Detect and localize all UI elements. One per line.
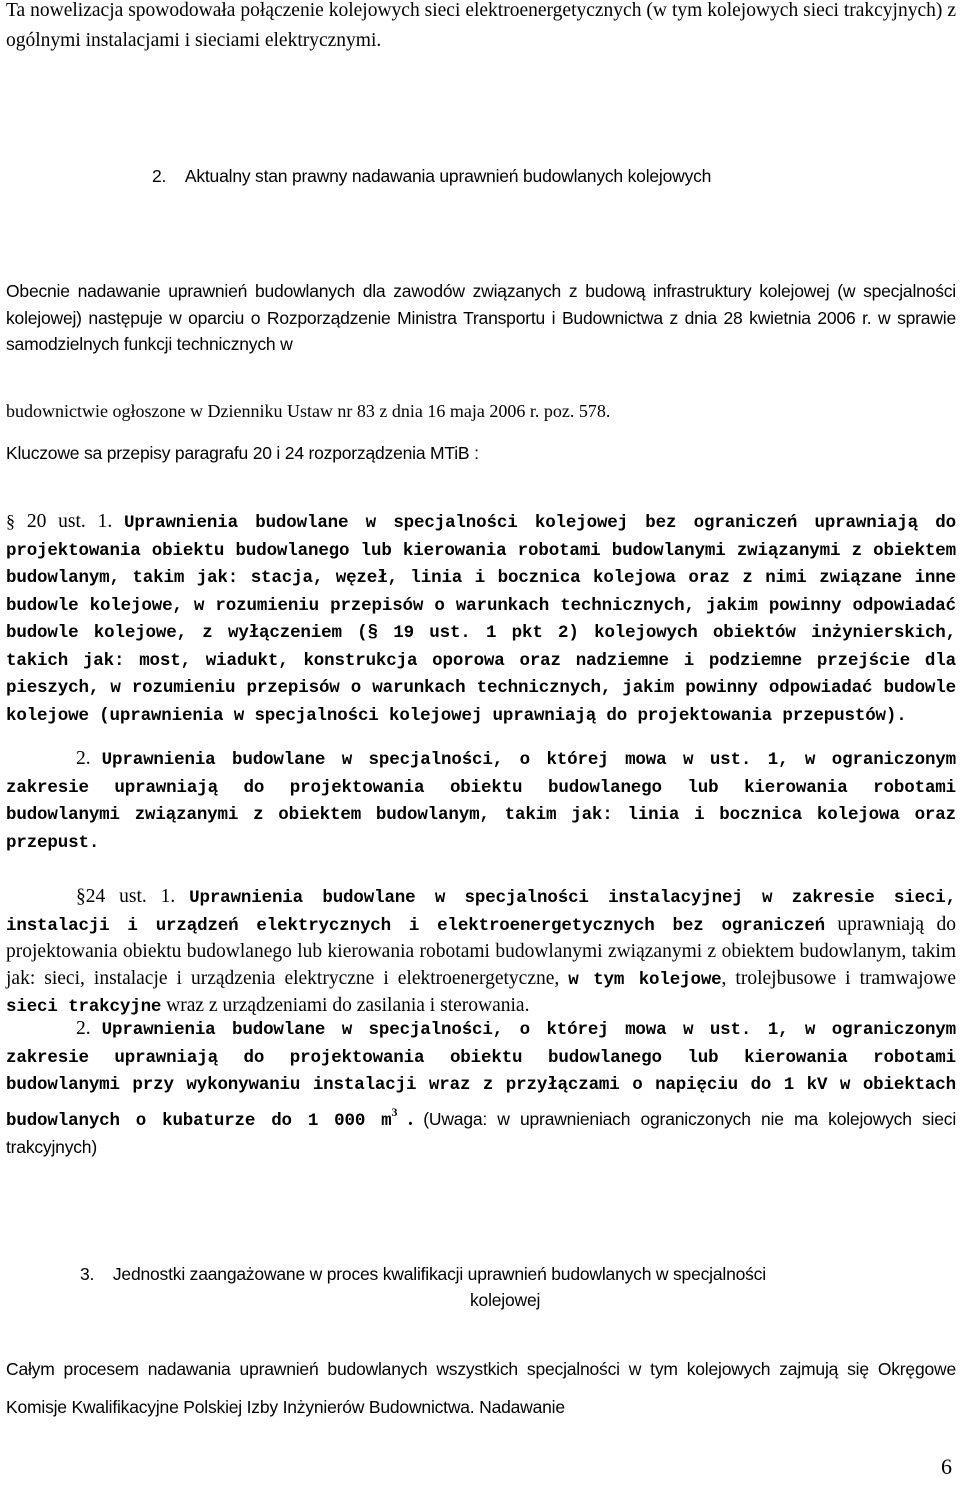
paragraph-24-sign: §: [76, 886, 86, 907]
paragraph-20-item-2-text: Uprawnienia budowlane w specjalności, o której mowa w ust. 1, w ograniczonym zakresie uprawniają do projektowania obiektu budowlanego lub kierowania robotami budowlanymi związanymi z obiektem budowlanym, takim jak: linia i bocznica kolejowa oraz przepust.: [6, 750, 957, 853]
key-regulations-line: Kluczowe sa przepisy paragrafu 20 i 24 rozporządzenia MTiB :: [6, 443, 479, 463]
section-2-paragraph-serif: budownictwie ogłoszone w Dzienniku Ustaw nr 83 z dnia 16 maja 2006 r. poz. 578.: [6, 401, 611, 421]
paragraph-24: [6, 884, 956, 1021]
paragraph-24-bold-2: w tym kolejowe: [568, 969, 722, 990]
paragraph-20-item-2-number: 2.: [76, 748, 102, 769]
paragraph-20-sign-2: §: [367, 623, 378, 643]
paragraph-24-item-2-text: Uprawnienia budowlane w specjalności, o której mowa w ust. 1, w ograniczonym zakresie uprawniają do projektowania obiektu budowlanego lub kierowania robotami budowlanymi przy wykonywaniu instalacji wraz z przyłączami o napięciu do 1 kV w obiektach budowlanych o kubaturze do 1 000 m: [6, 1020, 957, 1131]
paragraph-24-text-1: uprawniają do projektowania obiektu budowlanego lub kierowania robotami budowlanymi związanymi z obiektem budowlanym, takim jak: sieci, instalacje i urządzenia elektryczne i elektroenergetyczne,: [6, 913, 956, 989]
paragraph-24-text-2: , trolejbusowe i tramwajowe: [721, 967, 956, 989]
paragraph-20-sign-1: §: [6, 511, 15, 531]
paragraph-20-text-2: 19 ust. 1 pkt 2) kolejowych obiektów inżynierskich, takich jak: most, wiadukt, konstrukcja oporowa oraz nadziemne i podziemne przejście dla pieszych, w rozumieniu przepisów o warunkach technicznych, jakim powinny odpowiadać budowle kolejowe (uprawnienia w specjalności kolejowej uprawniają do projektowania przepustów).: [6, 623, 957, 726]
section-3-title-line-2: kolejowej: [470, 1290, 541, 1310]
paragraph-24-text-3: wraz z urządzeniami do zasilania i sterowania.: [161, 995, 530, 1016]
paragraph-24-item-2-number: 2.: [76, 1018, 102, 1039]
paragraph-20-item-2: [6, 746, 956, 856]
paragraph-24-item-2-end: .: [397, 1108, 424, 1130]
section-3-number: 3.: [80, 1264, 95, 1284]
paragraph-20: [6, 508, 956, 729]
section-2-heading: [152, 166, 711, 187]
paragraph-24-ref: 24 ust. 1.: [85, 886, 190, 907]
intro-paragraph: Ta nowelizacja spowodowała połączenie kolejowych sieci elektroenergetycznych (w tym kolejowych sieci trakcyjnych) z ogólnymi instalacjami i sieciami elektrycznymi.: [6, 0, 956, 51]
page-number: 6: [941, 1454, 952, 1479]
section-2-paragraph: Obecnie nadawanie uprawnień budowlanych dla zawodów związanych z budową infrastruktury kolejowej (w specjalności kolejowej) następuje w oparciu o Rozporządzenie Ministra Transportu i Budownictwa z dnia 28 kwietnia 2006 r. w sprawie samodzielnych funkcji technicznych w: [6, 281, 956, 354]
paragraph-20-text-1: Uprawnienia budowlane w specjalności kolejowej bez ograniczeń uprawniają do projektowania obiektu budowlanego lub kierowania robotami budowlanymi związanymi z obiektem budowlanym, takim jak: stacja, węzeł, linia i bocznica kolejowa oraz z nimi związane inne budowle kolejowe, w rozumieniu przepisów o warunkach technicznych, jakim powinny odpowiadać budowle kolejowe, z wyłączeniem (: [6, 513, 956, 643]
section-3-title-line-1: Jednostki zaangażowane w proces kwalifikacji uprawnień budowlanych w specjalności: [112, 1264, 766, 1284]
paragraph-24-bold-3: sieci trakcyjne: [6, 997, 162, 1017]
paragraph-24-item-2: [6, 1016, 956, 1162]
paragraph-24-note: (Uwaga: w uprawnieniach ograniczonych nie ma kolejowych sieci trakcyjnych): [6, 1108, 957, 1157]
paragraph-24-bold-1: Uprawnienia budowlane w specjalności instalacyjnej w zakresie sieci, instalacji i urządzeń elektrycznych i elektroenergetycznych bez ograniczeń: [6, 888, 956, 936]
cubic-superscript: 3: [391, 1104, 398, 1119]
section-3-heading: [80, 1264, 766, 1285]
section-3-paragraph: Całym procesem nadawania uprawnień budowlanych wszystkich specjalności w tym kolejowych zajmują się Okręgowe Komisje Kwalifikacyjne Polskiej Izby Inżynierów Budownictwa. Nadawanie: [6, 1359, 956, 1417]
section-2-number: 2.: [152, 166, 167, 186]
section-2-title: Aktualny stan prawny nadawania uprawnień budowlanych kolejowych: [184, 166, 712, 186]
paragraph-20-ref: 20 ust. 1.: [26, 511, 125, 532]
